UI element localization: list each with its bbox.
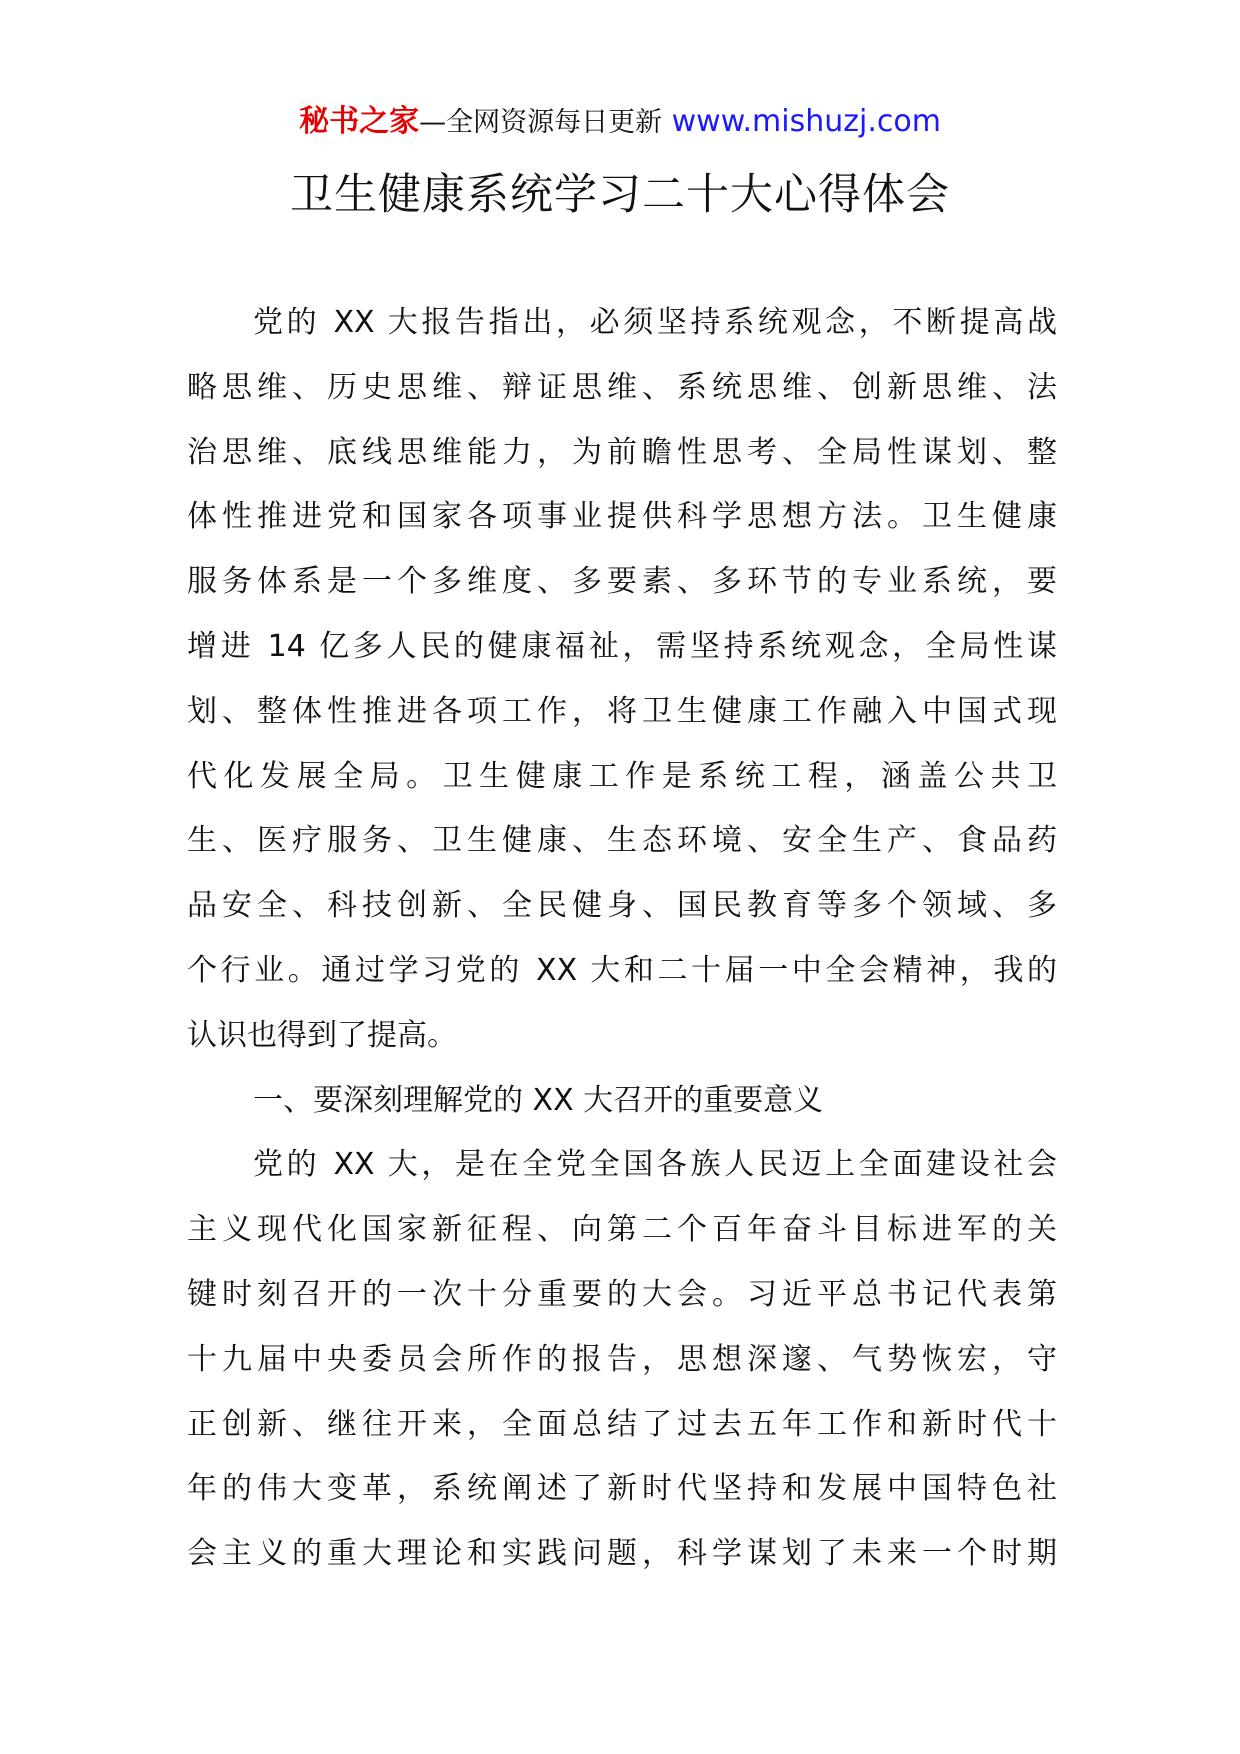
text-line: 党的 XX 大，是在全党全国各族人民迈上全面建设社会: [253, 1147, 1057, 1183]
site-brand: 秘书之家: [299, 104, 420, 139]
text-line: 体性推进党和国家各项事业提供科学思想方法。卫生健康: [187, 499, 1057, 535]
text-line: 个行业。通过学习党的 XX 大和二十届一中全会精神，我的: [187, 952, 1057, 988]
text-line: 代化发展全局。卫生健康工作是系统工程，涵盖公共卫: [187, 758, 1057, 794]
text-line: 生、医疗服务、卫生健康、生态环境、安全生产、食品药: [187, 823, 1057, 859]
document-body: [187, 291, 1057, 1587]
text-line: 品安全、科技创新、全民健身、国民教育等多个领域、多: [187, 888, 1057, 924]
text-line: 治思维、底线思维能力，为前瞻性思考、全局性谋划、整: [187, 434, 1057, 470]
site-banner: [0, 100, 1240, 145]
site-url-link[interactable]: www.mishuzj.com: [671, 104, 941, 139]
text-line: 党的 XX 大报告指出，必须坚持系统观念，不断提高战: [253, 305, 1057, 340]
text-line: 增进 14 亿多人民的健康福祉，需坚持系统观念，全局性谋: [187, 628, 1057, 664]
text-line: 主义现代化国家新征程、向第二个百年奋斗目标进军的关: [187, 1212, 1057, 1248]
text-line: 服务体系是一个多维度、多要素、多环节的专业系统，要: [187, 564, 1057, 600]
document-title: 卫生健康系统学习二十大心得体会: [290, 170, 950, 220]
text-line: 略思维、历史思维、辩证思维、系统思维、创新思维、法: [187, 369, 1057, 405]
text-line: 键时刻召开的一次十分重要的大会。习近平总书记代表第: [187, 1276, 1057, 1312]
text-line: 会主义的重大理论和实践问题，科学谋划了未来一个时期: [187, 1536, 1057, 1572]
text-line: 认识也得到了提高。: [187, 1017, 457, 1053]
text-line: 正创新、继往开来，全面总结了过去五年工作和新时代十: [187, 1406, 1057, 1442]
text-line: 十九届中央委员会所作的报告，思想深邃、气势恢宏，守: [187, 1341, 1057, 1377]
text-line: 年的伟大变革，系统阐述了新时代坚持和发展中国特色社: [187, 1471, 1057, 1507]
site-tagline: —全网资源每日更新: [419, 107, 663, 138]
text-line: 划、整体性推进各项工作，将卫生健康工作融入中国式现: [187, 693, 1057, 729]
section-heading: 一、要深刻理解党的 XX 大召开的重要意义: [253, 1082, 824, 1118]
